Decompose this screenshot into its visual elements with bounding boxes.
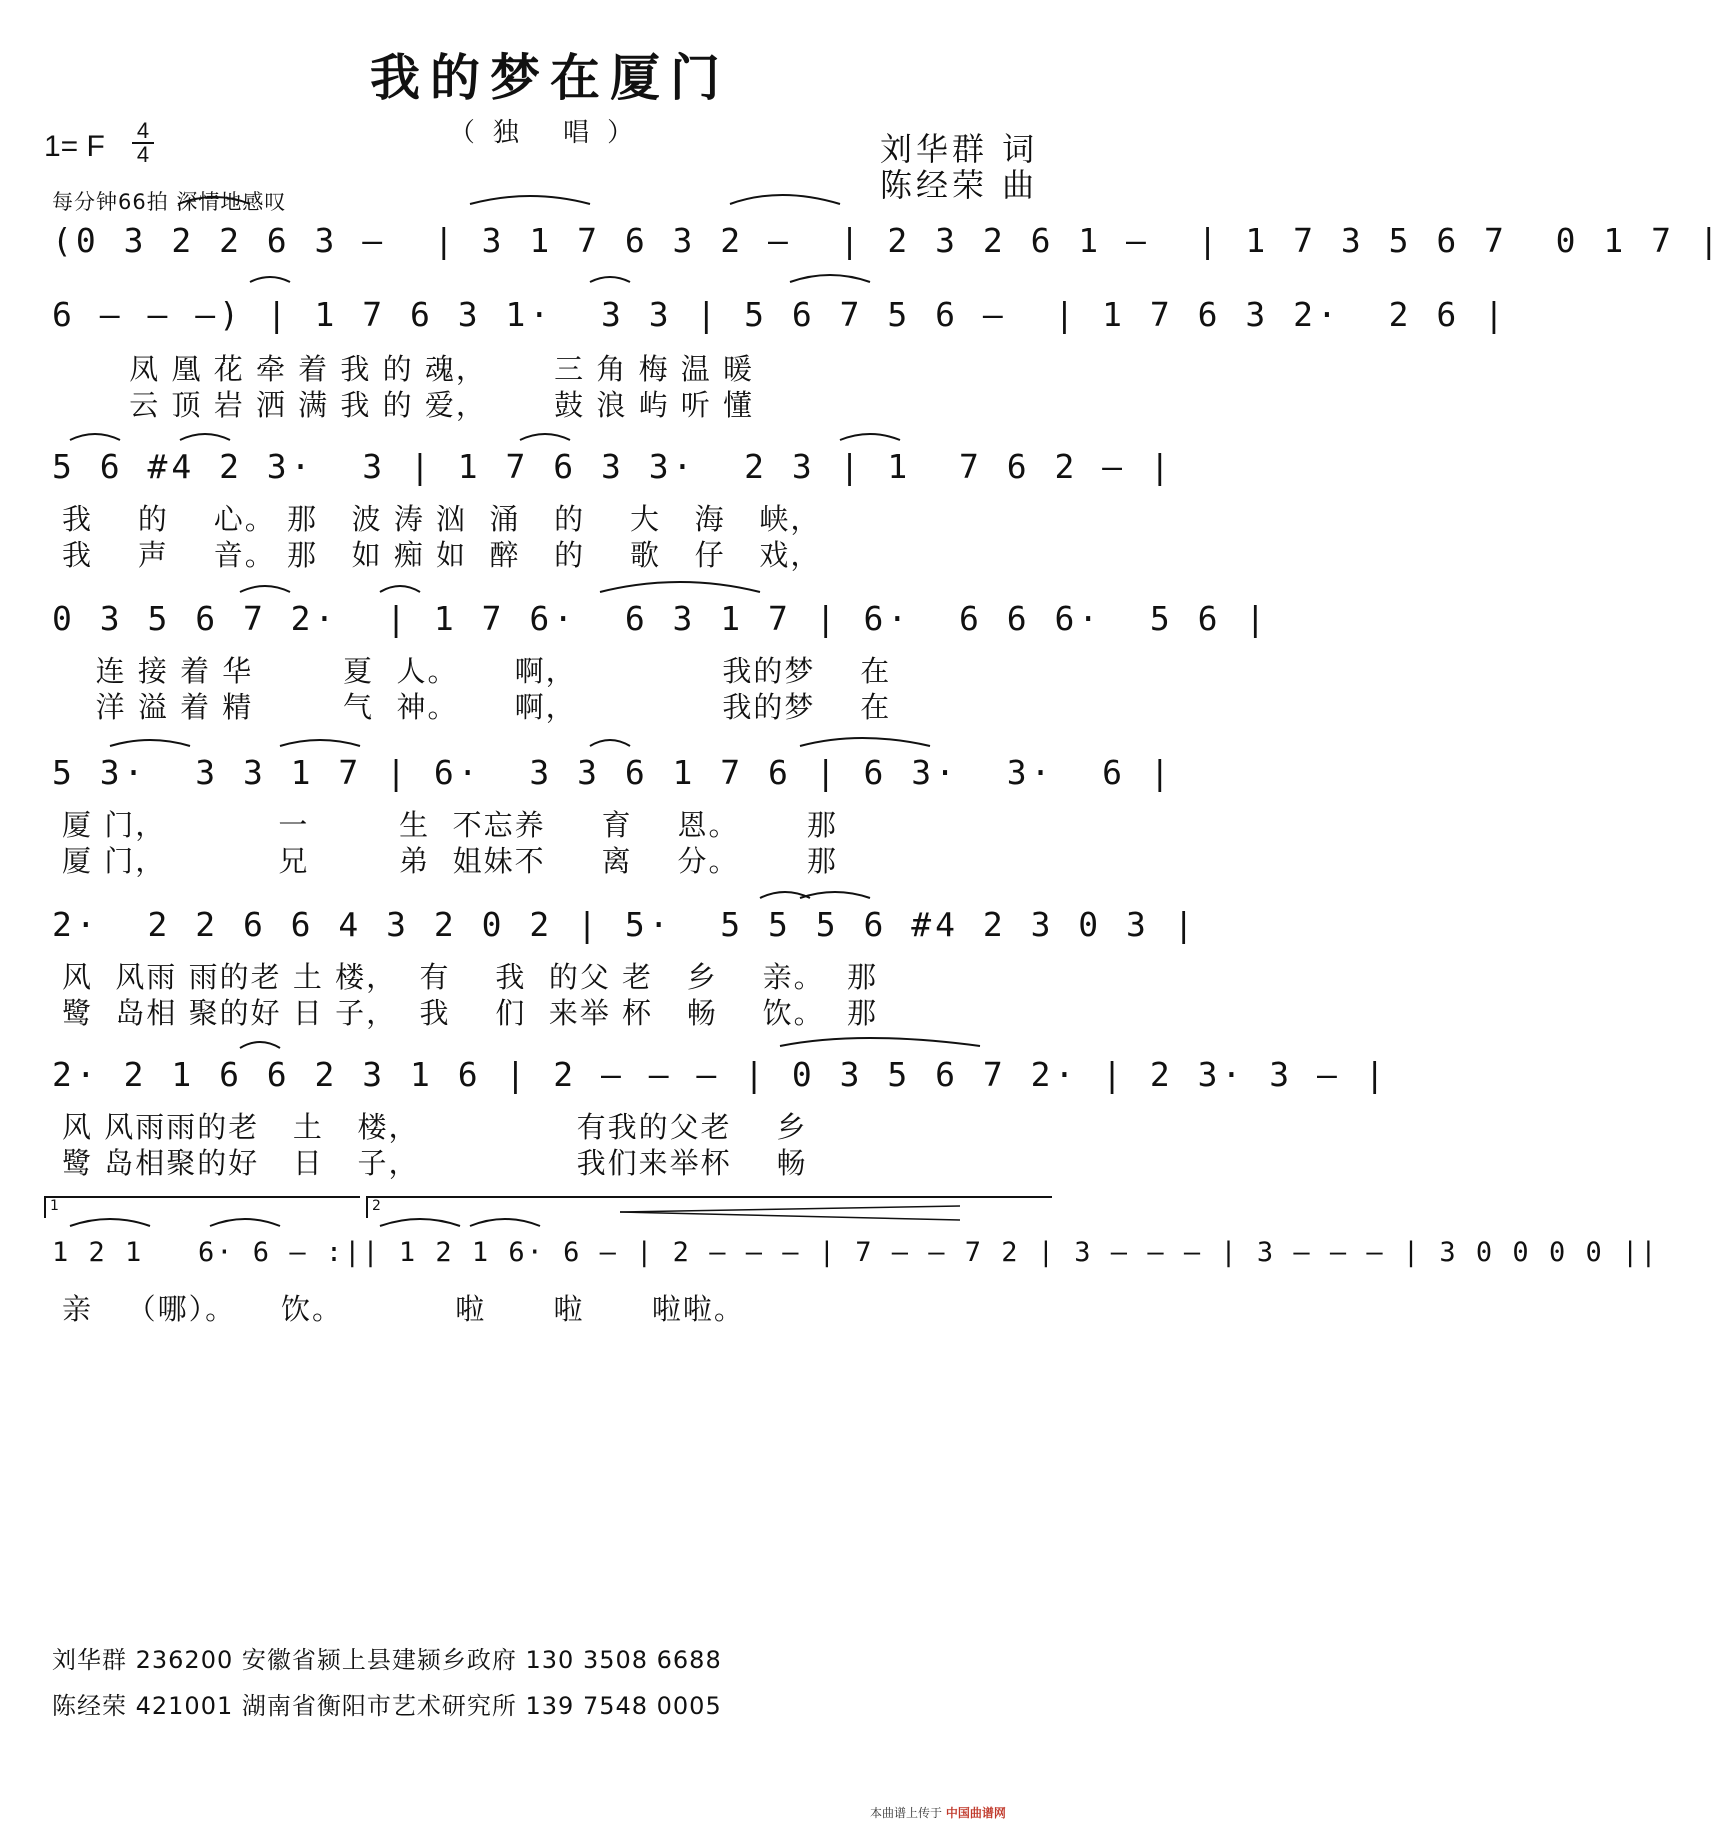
time-denominator: 4	[136, 142, 150, 167]
composer-credit: 陈经荣 曲	[880, 166, 1039, 204]
slur-mark	[470, 196, 590, 204]
contact-composer: 陈经荣 421001 湖南省衡阳市艺术研究所 139 7548 0005	[52, 1692, 722, 1720]
slur-mark	[730, 195, 840, 204]
notation-line-7: 2· 2 1 6 6 2 3 1 6 | 2 — — — | 0 3 5 6 7 2· | 2 3· 3 — |	[52, 1055, 1389, 1094]
slur-mark	[600, 582, 760, 592]
notation-line-1: (0 3 2 2 6 3 — | 3 1 7 6 3 2 — | 2 3 2 6 1 — | 1 7 3 5 6 7 0 1 7 |	[52, 221, 1723, 260]
slur-mark	[240, 586, 290, 592]
lyrics-line-6-verse-2: 鹭 岛相 聚的好 日 子， 我 们 来举 杯 畅 饮。 那	[62, 996, 879, 1030]
slur-mark	[590, 740, 630, 746]
slur-mark	[70, 434, 120, 440]
footer-prefix: 本曲谱上传于	[870, 1806, 943, 1820]
decrescendo-mark	[620, 1212, 960, 1220]
lyrics-line-3-verse-2: 我 声 音。 那 如 痴 如 醉 的 歌 仔 戏，	[62, 538, 822, 572]
lyrics-line-2-verse-1: 凤 凰 花 牵 着 我 的 魂， 三 角 梅 温 暖	[62, 352, 755, 386]
slur-mark	[790, 275, 870, 282]
decrescendo-mark	[620, 1206, 960, 1212]
notation-line-8: 1 2 1 6· 6 — :|| 1 2 1 6· 6 — | 2 — — — | 7 — — 7 2 | 3 — — — | 3 — — — | 3 0 0 0 0 ||	[52, 1237, 1659, 1268]
slur-mark	[780, 1038, 980, 1046]
slur-mark	[70, 1219, 150, 1226]
slur-mark	[380, 1219, 460, 1226]
time-numerator: 4	[136, 118, 150, 143]
lyrics-line-3-verse-1: 我 的 心。 那 波 涛 汹 涌 的 大 海 峡，	[62, 502, 822, 536]
slur-mark	[250, 277, 290, 282]
upload-footer	[870, 1804, 1006, 1821]
contact-lyricist: 刘华群 236200 安徽省颍上县建颍乡政府 130 3508 6688	[52, 1646, 722, 1674]
lyricist-credit: 刘华群 词	[880, 130, 1039, 168]
lyrics-line-5-verse-2: 厦 门， 兄 弟 姐妹不 离 分。 那	[62, 844, 838, 878]
tempo-marking: 每分钟66拍 深情地感叹	[52, 190, 287, 214]
site-brand[interactable]: 中国曲谱网	[945, 1806, 1006, 1820]
slur-mark	[470, 1219, 540, 1226]
slur-mark	[590, 277, 630, 282]
lyrics-line-4-verse-1: 连 接 着 华 夏 人。 啊， 我的梦 在	[62, 654, 892, 688]
notation-line-4: 0 3 5 6 7 2· | 1 7 6· 6 3 1 7 | 6· 6 6 6· 5 6 |	[52, 599, 1270, 638]
slur-mark	[178, 197, 250, 204]
notation-line-5: 5 3· 3 3 1 7 | 6· 3 3 6 1 7 6 | 6 3· 3· 6 |	[52, 753, 1174, 792]
lyrics-line-8: 亲 （哪）。 饮。 啦 啦 啦啦。	[62, 1292, 745, 1326]
lyrics-line-5-verse-1: 厦 门， 一 生 不忘养 育 恩。 那	[62, 808, 838, 842]
volta-number-1: 1	[50, 1198, 59, 1214]
notation-line-2: 6 — — —) | 1 7 6 3 1· 3 3 | 5 6 7 5 6 — | 1 7 6 3 2· 2 6 |	[52, 295, 1508, 334]
lyrics-line-2-verse-2: 云 顶 岩 洒 满 我 的 爱， 鼓 浪 屿 听 懂	[62, 388, 755, 422]
notation-line-3: 5 6 #4 2 3· 3 | 1 7 6 3 3· 2 3 | 1 7 6 2 — |	[52, 447, 1174, 486]
slur-mark	[380, 586, 420, 592]
slur-mark	[280, 740, 360, 746]
key-signature: 1= F	[44, 130, 105, 163]
slur-mark	[800, 738, 930, 746]
slur-mark	[520, 434, 570, 440]
slur-mark	[180, 434, 230, 440]
song-title: 我的梦在厦门	[370, 48, 730, 107]
volta-number-2: 2	[372, 1198, 381, 1214]
slur-mark	[840, 434, 900, 440]
lyrics-line-4-verse-2: 洋 溢 着 精 气 神。 啊， 我的梦 在	[62, 690, 892, 724]
lyrics-line-7-verse-2: 鹭 岛相聚的好 日 子， 我们来举杯 畅	[62, 1146, 808, 1180]
slur-mark	[800, 892, 870, 898]
song-subtitle: （独 唱）	[448, 118, 652, 148]
slur-mark	[210, 1219, 280, 1226]
lyrics-line-6-verse-1: 风 风雨 雨的老 土 楼， 有 我 的父 老 乡 亲。 那	[62, 960, 879, 994]
slur-mark	[240, 1042, 280, 1048]
slur-mark	[110, 740, 190, 746]
lyrics-line-7-verse-1: 风 风雨雨的老 土 楼， 有我的父老 乡	[62, 1110, 808, 1144]
notation-line-6: 2· 2 2 6 6 4 3 2 0 2 | 5· 5 5 5 6 #4 2 3 0 3 |	[52, 905, 1198, 944]
